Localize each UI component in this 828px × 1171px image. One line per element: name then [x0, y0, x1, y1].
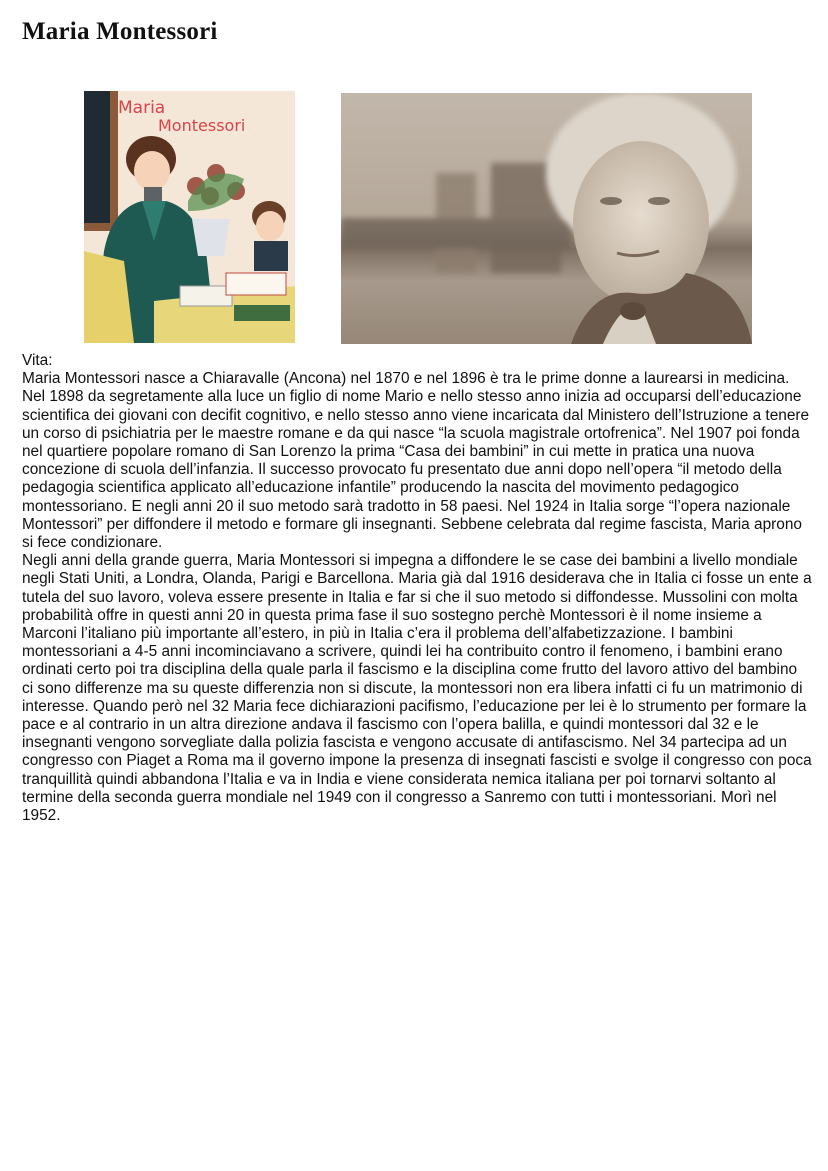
- paragraph-2: Negli anni della grande guerra, Maria Montessori si impegna a diffondere le se case dei bambini a livello mondiale negli Stati Uniti, a Londra, Olanda, Parigi e Barcellona. Maria già dal 1916 desiderava che in Italia ci fosse un ente a tutela del suo lavoro, voleva essere presente in Italia e far si che il suo metodo si diffondesse. Mussolini con molta probabilità offre in questi anni 20 in questa prima fase il suo sostegno perchè Montessori è il nome insieme a Marconi l’italiano più importante all’estero, in più in Italia c’era il problema dell’alfabetizzazione. I bambini montessoriani a 4-5 anni incominciavano a scrivere, quindi lei ha contribuito contro il fenomeno, i bambini erano ordinati certo poi tra disciplina della quale parla il fascismo e la disciplina come frutto del lavoro attivo del bambino ci sono differenze ma su queste differenzia non si discute, la montessori non era libera infatti ci fu un matrimonio di interesse. Quando però nel 32 Maria fece dichiarazioni pacifismo, l’educazione per lei è lo strumento per formare la pace e al contrario in un altra direzione andava il fascismo con l’opera balilla, e quindi montessori dal 32 e le insegnanti vengono sorvegliate dalla polizia fascista e vengono accusate di antifascismo. Nel 34 partecipa ad un congresso con Piaget a Roma ma il governo impone la presenza di insegnati fascisti e svolge il congresso con poca tranquillità quindi abbandona l’Italia e va in India e viene considerata nemica italiana per poi tornarvi soltanto al termine della seconda guerra mondiale nel 1949 con il congresso a Sanremo con tutti i montessoriani. Morì nel 1952.: [22, 552, 812, 825]
- book-cover-illustration: [84, 91, 295, 343]
- page-title: Maria Montessori: [22, 18, 218, 45]
- portrait-photo: [341, 93, 752, 344]
- photo-graphic: [341, 93, 752, 344]
- svg-text:Maria: Maria: [118, 98, 166, 118]
- illustration-graphic: [84, 91, 295, 343]
- section-label: Vita:: [22, 352, 53, 369]
- svg-text:Montessori: Montessori: [158, 116, 246, 135]
- biography-text: [22, 352, 812, 825]
- paragraph-1: Maria Montessori nasce a Chiaravalle (Ancona) nel 1870 e nel 1896 è tra le prime donne a laurearsi in medicina. Nel 1898 da segretamente alla luce un figlio di nome Mario e nello stesso anno inizia ad occuparsi dell’educazione scientifica dei giovani con decifit cognitivo, e nello stesso anno viene incaricata dal Ministero dell’Istruzione a tenere un corso di psichiatria per le maestre romane e da qui nasce “la scuola magistrale ortofrenica”. Nel 1907 poi fonda nel quartiere popolare romano di San Lorenzo la prima “Casa dei bambini” in cui mette in pratica una nuova concezione di scuola dell’infanzia. Il successo provocato fu presentato due anni dopo nell’opera “il metodo della pedagogia scientifica applicato all’educazione infantile” producendo la nascita del movimento pedagogico montessoriano. E negli anni 20 il suo metodo sarà tradotto in 58 paesi. Nel 1924 in Italia sorge “l’opera nazionale Montessori” per diffondere il metodo e formare gli insegnanti. Sebbene celebrata dal regime fascista, Maria aprono si fece condizionare.: [22, 370, 810, 552]
